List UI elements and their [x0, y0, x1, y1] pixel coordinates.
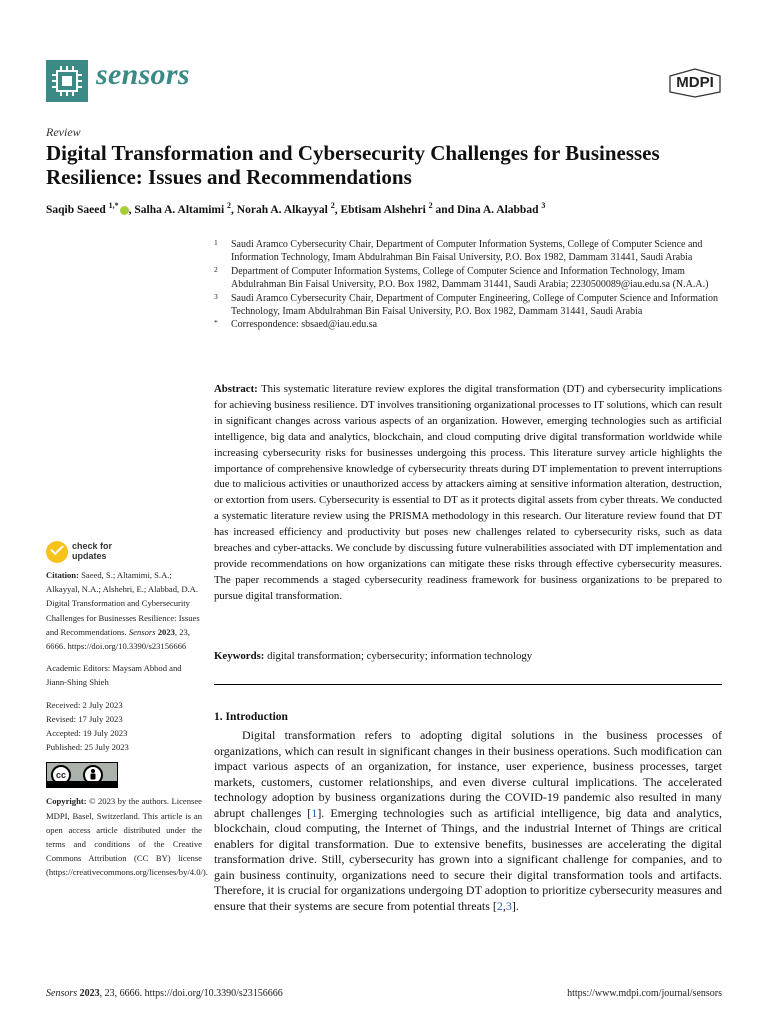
check-updates-label-2: updates: [72, 551, 107, 561]
date-revised: Revised: 17 July 2023: [46, 713, 123, 724]
author-name[interactable]: Salha A. Altamimi: [134, 203, 225, 216]
academic-editors: Academic Editors: Maysam Abbod and Jiann-Shing Shieh: [46, 663, 182, 688]
author-affil-marker: 1,*: [108, 201, 119, 210]
citation-doi[interactable]: , 23, 6666. https://doi.org/10.3390/s23156666: [46, 626, 190, 652]
author-name[interactable]: Saqib Saeed: [46, 203, 106, 216]
intro-text: ].: [511, 898, 519, 913]
date-received: Received: 2 July 2023: [46, 699, 123, 710]
affiliation-marker: *: [214, 318, 218, 328]
keywords: [214, 650, 722, 662]
citation-link[interactable]: 1: [311, 805, 318, 820]
correspondence-text: Correspondence: sbsaed@iau.edu.sa: [231, 319, 378, 331]
author-affil-marker: 2: [330, 201, 335, 210]
date-accepted: Accepted: 19 July 2023: [46, 728, 128, 739]
affiliation-marker: 3: [214, 291, 218, 301]
author-affil-marker: 3: [541, 201, 546, 210]
journal-header: [46, 60, 722, 104]
correspondence-item: [214, 318, 724, 331]
author-list: Saqib Saeed $^{1,*}$ , Salha A. Altamimi $^2$, Norah A. Alkayyal $^2$, Ebtisam Alshehri $^2$ and Dina A. Alabbad $^3$: [46, 201, 546, 216]
affiliation-item: [214, 292, 724, 319]
dates-block: [46, 698, 202, 755]
affiliation-text: Saudi Aramco Cybersecurity Chair, Department of Computer Information Systems, College of Computer Science and Information Technology, Imam Abdulrahman Bin Faisal University, P.O. Box 1982, Dammam 31441, Saudi Arabia: [231, 239, 703, 264]
citation-year: 2023: [157, 626, 175, 637]
section-divider: [214, 684, 722, 685]
article-type: Review: [46, 125, 81, 139]
copyright-text: © 2023 by the authors. Licensee MDPI, Basel, Switzerland. This article is an open access article distributed under the terms and conditions of the Creative Commons Attribution (CC BY) license (https://creativecommons.org/licenses/by/4.0/).: [46, 796, 208, 878]
author-name[interactable]: Ebtisam Alshehri: [340, 203, 426, 216]
sensors-logo-icon: [46, 60, 88, 102]
author-name[interactable]: Dina A. Alabbad: [456, 203, 539, 216]
cc-icon: cc: [51, 765, 71, 785]
affiliation-marker: 2: [214, 264, 218, 274]
footer-doi[interactable]: , 23, 6666. https://doi.org/10.3390/s23156666: [99, 988, 283, 999]
copyright-block: [46, 794, 208, 879]
footer-journal: Sensors: [46, 988, 78, 999]
introduction-paragraph: [214, 728, 722, 914]
author-name[interactable]: Norah A. Alkayyal: [236, 203, 328, 216]
citation-journal: Sensors: [128, 626, 156, 637]
affiliation-text: Department of Computer Information Systems, College of Computer Science and Information Technology, Imam Abdulrahman Bin Faisal University, P.O. Box 1982, Dammam 31441, Saudi Arabia; 2230500089@iau.edu.sa (N.A.A.): [231, 265, 709, 291]
affiliation-item: [214, 238, 724, 265]
author-affil-marker: 2: [227, 201, 232, 210]
intro-text: Digital transformation refers to adopting digital solutions in the business processes of organizations, which can result in significant changes in their business operations. Such modification can impact various aspects of an organization, for instance, user experience, business processes, target markets, customers, customer relationships, and even diverse cultural implications. The accelerated technology adoption by business organizations during the COVID-19 pandemic also resulted in many abrupt challenges [: [214, 728, 722, 820]
citation-text: Saeed, S.; Altamimi, S.A.; Alkayyal, N.A.; Alshehri, E.; Alabbad, D.A. Digital Transformation and Cybersecurity Challenges for Businesses Resilience: Issues and Recommendations.: [46, 570, 200, 637]
authors-and: and: [435, 203, 455, 216]
cc-by-strip: [47, 781, 117, 787]
citation-link[interactable]: 2: [496, 898, 503, 913]
check-updates-label: check for: [72, 541, 113, 551]
citation-link[interactable]: 3: [505, 898, 512, 913]
citation-label: Citation:: [46, 570, 79, 580]
affiliation-text: Saudi Aramco Cybersecurity Chair, Department of Computer Engineering, College of Computer Science and Information Technology, Imam Abdulrahman Bin Faisal University, P.O. Box 1982, Dammam 31441, Saudi Arabia: [231, 292, 718, 318]
abstract-text: This systematic literature review explores the digital transformation (DT) and cybersecurity implications for achieving business resilience. DT involves transitioning organizational processes to IT solutions, which can result in significant changes across various aspects of an organization. However, emerging technologies such as artificial intelligence, big data and analytics, blockchain, and cloud computing drive digital transformation worldwide while increasing cybersecurity risks for businesses undergoing this process. This literature survey article highlights the importance of comprehensive knowledge of cybersecurity threats during DT implementation to prevent interruptions due to malicious activities or unauthorized access by attackers aiming at sensitive information alteration, destruction, or extortion from users. Cybersecurity is essential to DT as it protects digital assets from cyber threats. We conducted a systematic literature review using the PRISMA methodology in this research. Our literature review found that DT has increased efficiency and productivity but poses new challenges related to cybersecurity risks, such as data breaches and cyber-attacks. We conclude by discussing future vulnerabilities associated with DT implementation and provide recommendations on how organizations can mitigate these risks through effective cybersecurity measures. The paper recommends a staged cybersecurity readiness framework for business organizations to be prepared to pursue digital transformation.: [214, 383, 722, 602]
article-sidebar: [46, 540, 208, 880]
article-title: Digital Transformation and Cybersecurity Challenges for Businesses Resilience: Issues and Recommendations: [46, 141, 660, 189]
check-updates-icon: [46, 541, 68, 563]
check-for-updates-button[interactable]: [46, 540, 202, 568]
mdpi-label: MDPI: [676, 74, 714, 91]
affiliation-marker: 1: [214, 238, 218, 247]
date-published: Published: 25 July 2023: [46, 742, 129, 753]
intro-text: ]. Emerging technologies such as artificial intelligence, big data and analytics, blockchain, cloud computing, the Internet of Things, and the industrial Internet of Things are critical enablers for digital transformation. Due to extensive benefits, businesses are accelerating the digital transformation drive. Still, cybersecurity has grown into a significant challenge for companies, and to gain business continuity, organizations need to secure their digital transformation tools and artifacts. Therefore, it is crucial for organizations undergoing DT adoption to prioritize cybersecurity measures and ensure that their systems are secure from potential threats [: [214, 805, 723, 913]
affiliation-item: [214, 265, 724, 292]
affiliations: [214, 238, 724, 332]
mdpi-logo: [668, 68, 722, 98]
citation-block: [46, 568, 202, 653]
section-heading: 1. Introduction: [214, 711, 288, 723]
footer-journal-url[interactable]: https://www.mdpi.com/journal/sensors: [567, 988, 722, 999]
orcid-icon[interactable]: [120, 206, 129, 215]
journal-name: sensors: [96, 58, 190, 91]
citation-separator: ,: [502, 898, 506, 913]
author-affil-marker: 2: [428, 201, 433, 210]
abstract: [214, 382, 722, 605]
keywords-text: digital transformation; cybersecurity; information technology: [267, 650, 533, 662]
cc-by-license-badge[interactable]: [46, 762, 118, 788]
keywords-label: Keywords:: [214, 650, 265, 662]
copyright-label: Copyright:: [46, 796, 87, 807]
abstract-label: Abstract:: [214, 383, 258, 395]
footer-year: 2023: [79, 988, 100, 999]
footer-citation: [46, 988, 283, 999]
